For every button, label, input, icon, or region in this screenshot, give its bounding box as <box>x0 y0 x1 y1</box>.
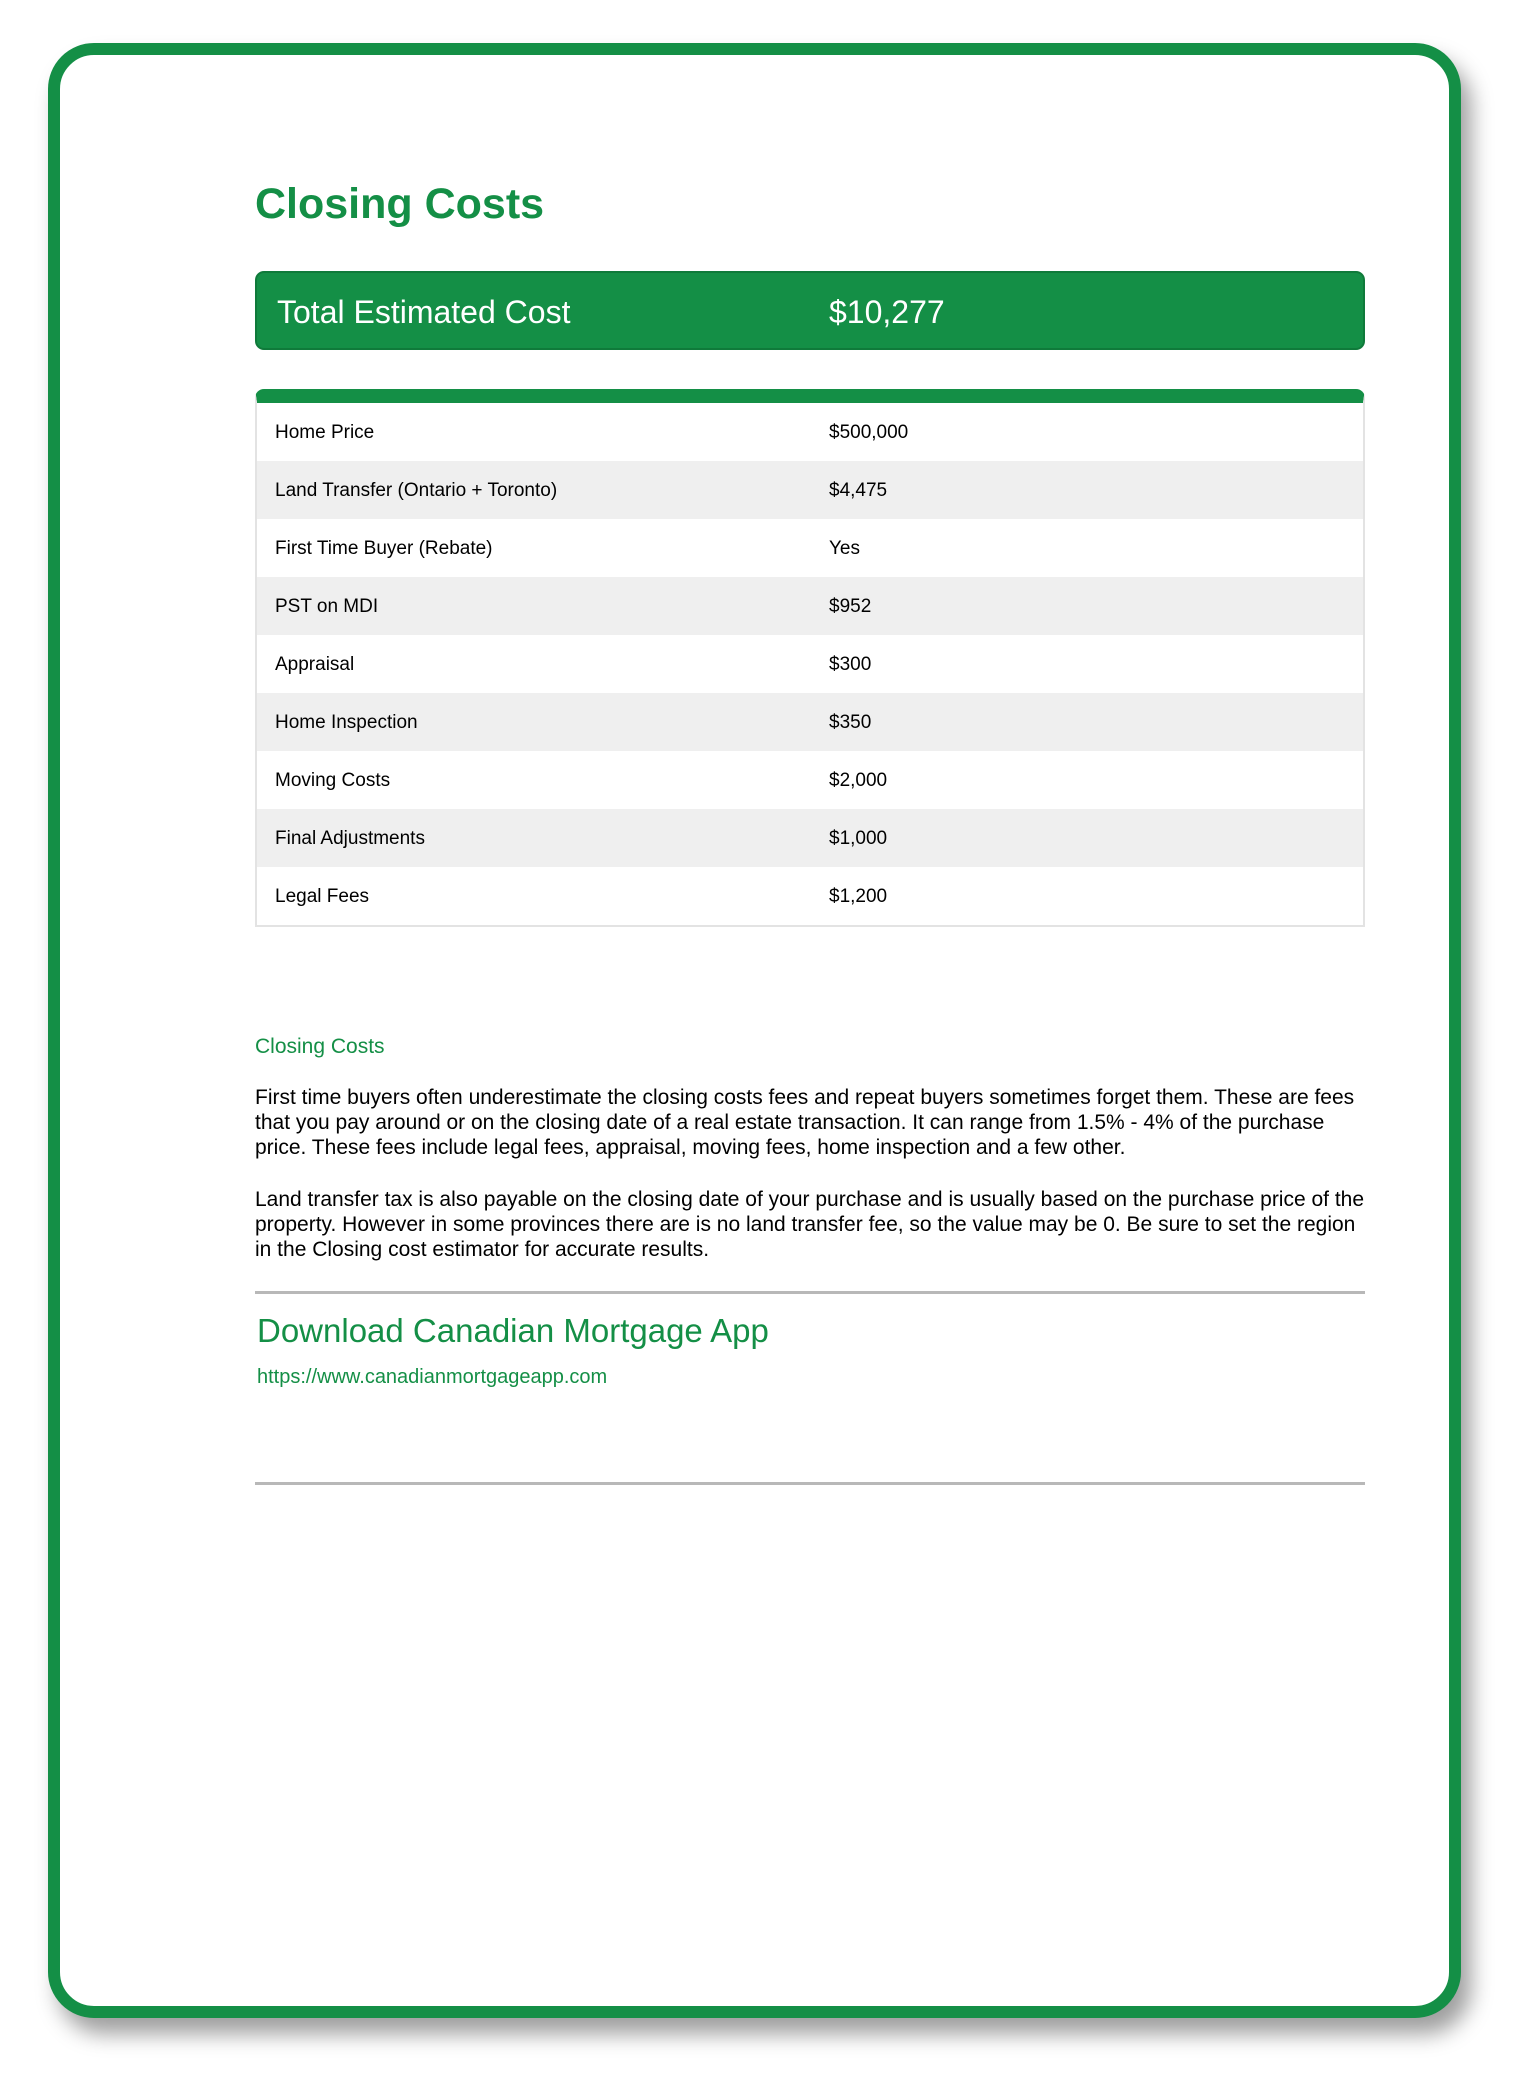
row-label: Home Inspection <box>275 712 418 733</box>
table-row <box>257 577 1363 635</box>
row-label: Home Price <box>275 422 375 443</box>
row-value: Yes <box>829 538 860 559</box>
app-website-link[interactable]: https://www.canadianmortgageapp.com <box>257 1366 608 1388</box>
info-paragraph: First time buyers often underestimate the closing costs fees and repeat buyers sometimes forget them. These are fees that you pay around or on the closing date of a real estate transaction. It can range from 1.5% - 4% of the purchase price. These fees include legal fees, appraisal, moving fees, home inspection and a few other. <box>255 1086 1355 1159</box>
table-row <box>257 635 1363 693</box>
table-row <box>257 751 1363 809</box>
total-value: $10,277 <box>829 294 945 330</box>
row-label: First Time Buyer (Rebate) <box>275 538 493 559</box>
table-row <box>257 461 1363 519</box>
table-row <box>257 693 1363 751</box>
row-label: Moving Costs <box>275 770 391 791</box>
table-row <box>257 867 1363 925</box>
row-label: Legal Fees <box>275 886 370 907</box>
row-value: $300 <box>829 654 872 675</box>
table-row <box>257 519 1363 577</box>
row-label: PST on MDI <box>275 596 379 617</box>
info-paragraph: Land transfer tax is also payable on the closing date of your purchase and is usually based on the purchase price of the property. However in some provinces there are is no land transfer fee, so the value may be 0. Be sure to set the region in the Closing cost estimator for accurate results. <box>255 1188 1365 1261</box>
row-value: $952 <box>829 596 872 617</box>
cost-breakdown-table <box>255 389 1365 927</box>
info-section-heading: Closing Costs <box>255 1035 385 1058</box>
document-card <box>48 43 1461 2018</box>
row-value: $4,475 <box>829 480 888 501</box>
row-value: $2,000 <box>829 770 888 791</box>
row-value: $1,000 <box>829 828 888 849</box>
divider <box>255 1482 1365 1485</box>
divider <box>255 1291 1365 1294</box>
row-label: Appraisal <box>275 654 355 675</box>
row-label: Land Transfer (Ontario + Toronto) <box>275 480 558 501</box>
total-estimated-cost-bar <box>255 271 1365 350</box>
row-label: Final Adjustments <box>275 828 425 849</box>
table-row <box>257 403 1363 461</box>
download-app-title: Download Canadian Mortgage App <box>257 1312 769 1349</box>
row-value: $1,200 <box>829 886 888 907</box>
row-value: $500,000 <box>829 422 909 443</box>
page-title: Closing Costs <box>255 180 545 228</box>
row-value: $350 <box>829 712 872 733</box>
table-row <box>257 809 1363 867</box>
total-label: Total Estimated Cost <box>277 294 571 330</box>
